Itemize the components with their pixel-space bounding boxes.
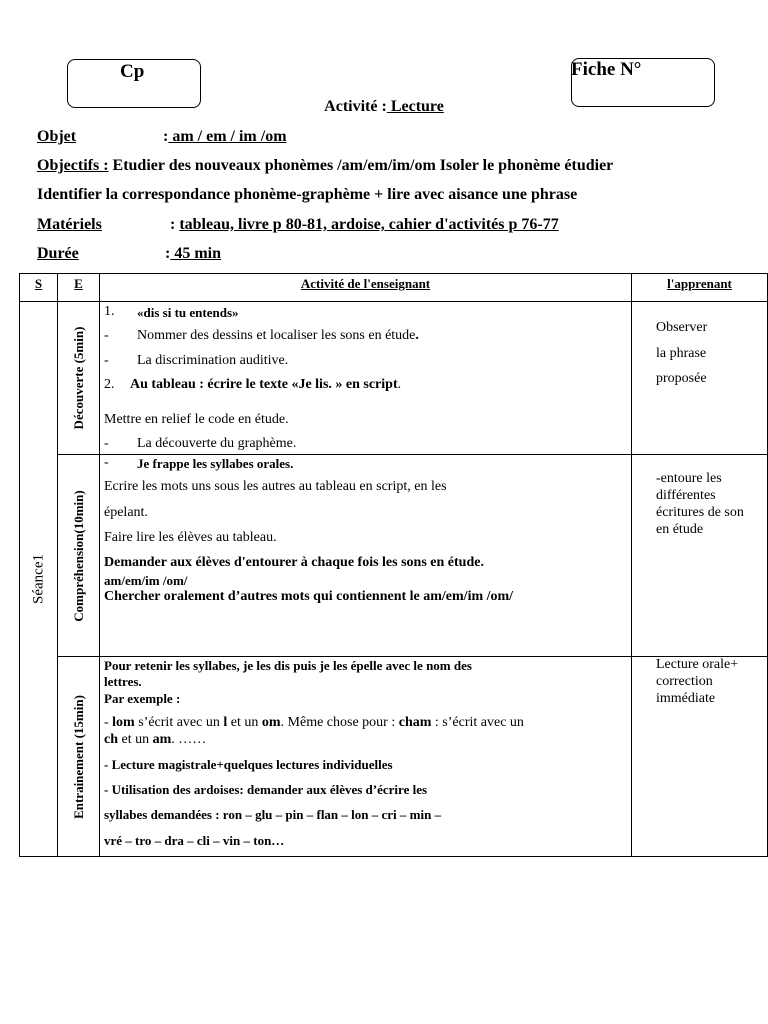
header-learner: l'apprenant bbox=[632, 274, 768, 302]
table-row bbox=[20, 455, 768, 657]
activity-value: Lecture bbox=[386, 98, 444, 115]
activity-label: Activité : bbox=[324, 98, 387, 115]
header-e: E bbox=[58, 274, 100, 302]
duree-label: Durée bbox=[37, 245, 79, 262]
teacher-activity: 1. «dis si tu entends» - Nommer des dessins et localiser les sons en étude. - La discrimination auditive. 2. Au tableau : écrire le texte «Je lis. » en script. Mettre en relief le code en étude. - La découverte du graphème. bbox=[100, 302, 632, 455]
header-s: S bbox=[20, 274, 58, 302]
step-cell bbox=[58, 455, 100, 657]
seance-cell bbox=[20, 302, 58, 857]
duree-value: : 45 min bbox=[165, 245, 221, 262]
step-label: Compréhension(10min) bbox=[70, 489, 86, 622]
step-label: Entrainement (15min) bbox=[70, 694, 86, 819]
fiche-label: Fiche N° bbox=[571, 59, 642, 80]
seance-label: Séance1 bbox=[30, 554, 46, 604]
objet-value: : am / em / im /om bbox=[163, 128, 287, 145]
objectifs-label: Objectifs : bbox=[37, 157, 109, 174]
step-cell bbox=[58, 302, 100, 455]
learner-activity: Observer la phrase proposée bbox=[632, 302, 768, 455]
teacher-activity: Pour retenir les syllabes, je les dis puis je les épelle avec le nom des lettres. Par exemple : - lom s’écrit avec un l et un om. Même chose pour : cham : s’écrit avec un ch et un am. …… - Lecture magistrale+quelques lectures individuelles - Utilisation des ardoises: demander aux élèves d’écrire les syllabes demandées : ron – glu – pin – flan – lon – cri – min – vré – tro – dra – cli – vin – ton… bbox=[100, 657, 632, 857]
teacher-activity: - Je frappe les syllabes orales. Ecrire les mots uns sous les autres au tableau en script, en les épelant. Faire lire les élèves au tableau. Demander aux élèves d'entourer à chaque fois les sons en étude. am/em/im /om/ Chercher oralement d’autres mots qui contiennent le am/em/im /om/ bbox=[100, 455, 632, 657]
step-label: Découverte (5min) bbox=[70, 326, 86, 430]
objectifs-text-1: Etudier des nouveaux phonèmes /am/em/im/om Isoler le phonème étudier bbox=[108, 157, 614, 174]
objet-label: Objet bbox=[37, 128, 77, 145]
materiels-value: : tableau, livre p 80-81, ardoise, cahier d'activités p 76-77 bbox=[170, 216, 559, 233]
table-row bbox=[20, 302, 768, 455]
learner-activity: Lecture orale+ correction immédiate bbox=[632, 657, 768, 857]
class-label: Cp bbox=[120, 61, 145, 82]
table-header-row bbox=[20, 274, 768, 302]
lesson-table bbox=[19, 273, 768, 857]
header-teacher: Activité de l'enseignant bbox=[100, 274, 632, 302]
step-cell bbox=[58, 657, 100, 857]
table-row bbox=[20, 657, 768, 857]
objectifs-line-2: Identifier la correspondance phonème-graphème + lire avec aisance une phrase bbox=[37, 186, 578, 203]
activity-title bbox=[0, 98, 768, 116]
objectifs-line-1 bbox=[37, 157, 613, 175]
materiels-label: Matériels bbox=[37, 216, 102, 233]
learner-activity: -entoure les différentes écritures de son en étude bbox=[632, 455, 768, 657]
